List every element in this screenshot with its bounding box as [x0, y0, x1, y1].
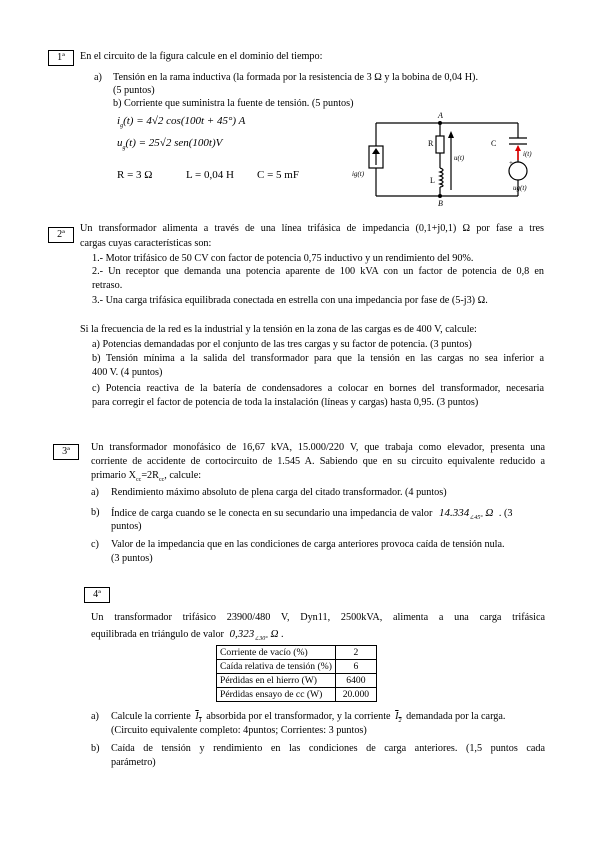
capacitor-label: C: [491, 139, 497, 148]
problem-4-b-line-1: Caída de tensión y rendimiento en las condiciones de carga anteriores. (1,5 puntos cada: [111, 743, 545, 754]
table-cell-label: Pérdidas en el hierro (W): [217, 674, 336, 688]
problem-3-intro-line-2: corriente de accidente de cortocircuito de 1.545 A. Sabiendo que en su circuito equivalente reducido a: [91, 456, 545, 467]
problem-4-intro: [91, 609, 545, 648]
problem-3-a-text: Rendimiento máximo absoluto de plena carga del citado transformador. (4 puntos): [111, 487, 447, 498]
table-cell-label: Caída relativa de tensión (%): [217, 660, 336, 674]
current-arrow-icon: [515, 145, 521, 160]
resistor-label: R: [428, 139, 434, 148]
voltage-source-plus: +: [509, 159, 513, 167]
current-i-label: i(t): [523, 150, 532, 158]
current-source-arrow-icon: [372, 148, 380, 165]
problem-2-load-2-line-2: retraso.: [92, 280, 123, 291]
problem-2-intro-line-1: Un transformador alimenta a través de una línea trifásica de impedancia (0,1+j0,1) Ω por fase a tres: [80, 223, 544, 234]
problem-2-load-2: [92, 265, 544, 293]
problem-3-number: 3ª: [53, 444, 79, 460]
problem-4-a-points: (Circuito equivalente completo: 4puntos; Corrientes: 3 puntos): [111, 725, 367, 736]
problem-1-statement: En el circuito de la figura calcule en el dominio del tiempo:: [80, 51, 323, 62]
problem-1-a-points: (5 puntos): [113, 85, 155, 96]
problem-2-b-line-2: 400 V. (4 puntos): [92, 367, 163, 378]
problem-3-intro-line-3: primario $X_{cc}=2R_{cc}$, calcule:: [91, 470, 202, 484]
problem-2-a: a) Potencias demandadas por el conjunto de las tres cargas y su factor de potencia. (3 puntos): [92, 339, 472, 350]
problem-4-intro-line-2: equilibrada en triángulo de valor $0,323_{\angle 30^\circ}$ Ω .: [91, 628, 284, 643]
node-b-label: B: [438, 199, 443, 208]
problem-2-c-line-2: para corregir el factor de potencia de toda la instalación (líneas y cargas) hasta 0,95. (3 puntos): [92, 397, 479, 408]
problem-3-b-text: Índice de carga cuando se le conecta en su secundario una impedancia de valor $14.334_{\angle 45^\circ}$ Ω . (3: [111, 507, 513, 522]
problem-4-b-label: b): [91, 743, 100, 754]
problem-2-c-line-1: c) Potencia reactiva de la batería de condensadores a colocar en bornes del transformador, necesaria: [92, 383, 544, 394]
table-cell-label: Corriente de vacío (%): [217, 646, 336, 660]
circuit-diagram: [350, 108, 550, 208]
table-cell-value: 6: [335, 660, 376, 674]
problem-2-number: 2ª: [48, 227, 74, 243]
voltage-source-label: ug(t): [513, 184, 527, 192]
table-row: [217, 674, 377, 688]
table-cell-value: 20.000: [335, 688, 376, 702]
table-cell-value: 6400: [335, 674, 376, 688]
problem-4-number: 4ª: [84, 587, 110, 603]
inductor-label: L: [430, 176, 435, 185]
capacitance-value: C = 5 mF: [257, 169, 299, 181]
table-row: [217, 646, 377, 660]
problem-4-a-text: Calcule la corriente $I_1$ absorbida por el transformador, y la corriente $I_2$ demandada por la carga.: [111, 711, 506, 725]
problem-3-a-label: a): [91, 487, 99, 498]
problem-3-c-text: Valor de la impedancia que en las condiciones de carga anteriores provoca caída de tensión nula.: [111, 539, 505, 550]
problem-2-question: Si la frecuencia de la red es la industrial y la tensión en la zona de las cargas es de 400 V, calcule:: [80, 324, 477, 335]
problem-1-a-text: Tensión en la rama inductiva (la formada por la resistencia de 3 Ω y la bobina de 0,04 H).: [113, 72, 478, 83]
problem-2-intro: [80, 221, 544, 251]
problem-3-b-label: b): [91, 507, 100, 518]
load-impedance-value: $0,323_{\angle 30^\circ}$ Ω: [229, 628, 279, 643]
problem-3-c-label: c): [91, 539, 99, 550]
problem-1-a-label: a): [94, 72, 102, 83]
problem-2-c: [92, 382, 544, 410]
problem-2-intro-line-2: cargas cuyas características son:: [80, 238, 212, 249]
node-a-label: A: [438, 111, 443, 120]
table-row: [217, 660, 377, 674]
table-cell-label: Pérdidas ensayo de cc (W): [217, 688, 336, 702]
problem-4-b-line-2: parámetro): [111, 757, 156, 768]
voltage-u-label: u(t): [454, 154, 465, 162]
current-source-label: ig(t): [352, 170, 365, 178]
voltage-source-formula: $u_g(t) = 25√2$ sen(100t)V: [117, 137, 223, 152]
problem-3-intro-line-1: Un transformador monofásico de 16,67 kVA, 15.000/220 V, que trabaja como elevador, presenta una: [91, 442, 545, 453]
problem-4-a-label: a): [91, 711, 99, 722]
problem-3-b-points: puntos): [111, 521, 142, 532]
inductor-icon: [440, 168, 443, 187]
current-i2-symbol: $I_2$: [395, 711, 402, 725]
resistor-icon: [436, 136, 444, 153]
problem-4-b-text: [111, 742, 545, 770]
problem-2-load-2-line-1: 2.- Un receptor que demanda una potencia aparente de 100 kVA con un factor de potencia de 0,8 en: [92, 266, 544, 277]
problem-1-number: 1ª: [48, 50, 74, 66]
problem-3-c-points: (3 puntos): [111, 553, 153, 564]
problem-3-intro: [91, 441, 545, 487]
problem-4-intro-line-1: Un transformador trifásico 23900/480 V, Dyn11, 2500kVA, alimenta a una carga trifásica: [91, 612, 545, 623]
current-source-formula: $i_g(t) = 4√2$ cos(100t + 45°) A: [117, 115, 246, 130]
inductance-value: L = 0,04 H: [186, 169, 234, 181]
resistance-value: R = 3 Ω: [117, 169, 153, 181]
problem-2-b: [92, 352, 544, 380]
problem-2-load-1: 1.- Motor trifásico de 50 CV con factor de potencia 0,75 inductivo y un rendimiento del 90%.: [92, 253, 474, 264]
problem-2-b-line-1: b) Tensión mínima a la salida del transformador para que la tensión en las cargas no sea inferior a: [92, 353, 544, 364]
problem-1-b-text: b) Corriente que suministra la fuente de tensión. (5 puntos): [113, 98, 354, 109]
problem-2-load-3: 3.- Una carga trifásica equilibrada conectada en estrella con una impedancia por fase de (5-j3) Ω.: [92, 295, 488, 306]
current-i1-symbol: $I_1$: [195, 711, 202, 725]
table-cell-value: 2: [335, 646, 376, 660]
impedance-value: $14.334_{\angle 45^\circ}$ Ω: [438, 507, 494, 522]
transformer-data-table: [216, 645, 377, 702]
table-row: [217, 688, 377, 702]
